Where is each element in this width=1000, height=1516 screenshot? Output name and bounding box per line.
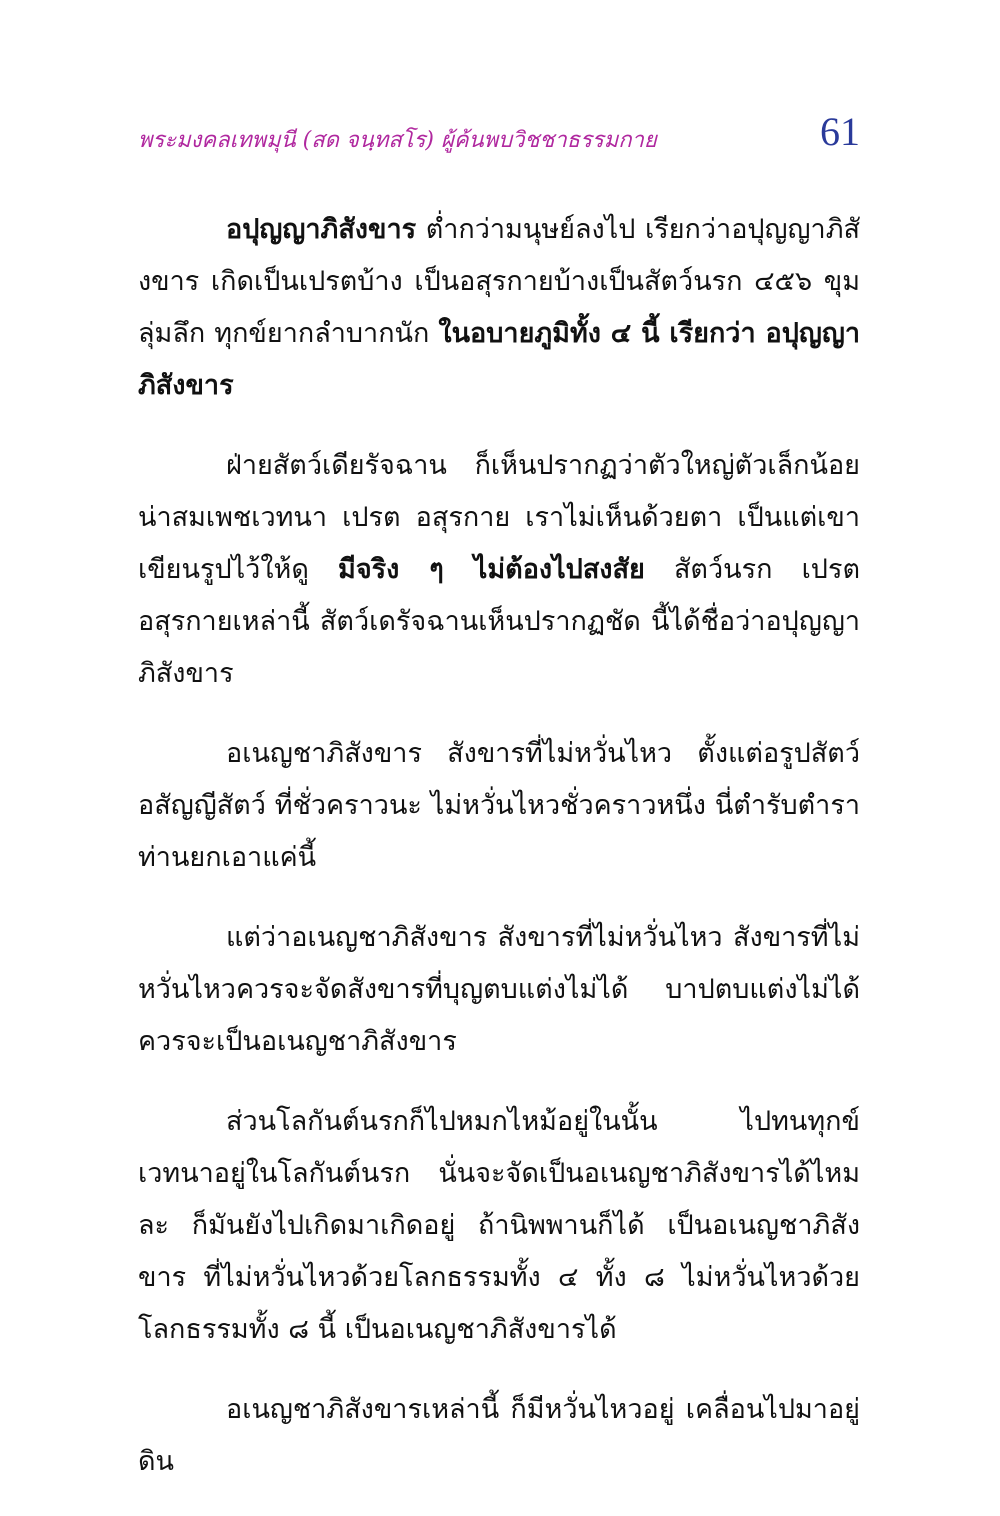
paragraph-3: อเนญชาภิสังขาร สังขารที่ไม่หวั่นไหว ตั้งแต่อรูปสัตว์ อสัญญีสัตว์ ที่ชั่วคราวนะ ไม่หวั่นไหวชั่วคราวหนึ่ง นี่ตำรับตำรา ท่านยกเอาแค่นี้	[138, 738, 860, 873]
running-header	[138, 109, 860, 160]
paragraph-2-text-b: สัตว์นรก เปรต อสุรกายเหล่านี้ สัตว์เดรัจฉานเห็นปรากฏชัด นี้ได้ชื่อว่าอปุญญาภิสังขาร	[138, 554, 860, 689]
paragraph-5: ส่วนโลกันต์นรกก็ไปหมกไหม้อยู่ในนั้น ไปทนทุกข์เวทนาอยู่ในโลกันต์นรก นั่นจะจัดเป็นอเนญชาภิสังขารได้ไหมละ ก็มันยังไปเกิดมาเกิดอยู่ ถ้านิพพานก็ได้ เป็นอเนญชาภิสังขาร ที่ไม่หวั่นไหวด้วยโลกธรรมทั้ง ๔ ทั้ง ๘ ไม่หวั่นไหวด้วยโลกธรรมทั้ง ๘ นี้ เป็นอเนญชาภิสังขารได้	[138, 1106, 860, 1345]
paragraph-6: อเนญชาภิสังขารเหล่านี้ ก็มีหวั่นไหวอยู่ เคลื่อนไปมาอยู่ ดิน	[138, 1394, 860, 1477]
page-number: 61	[820, 109, 860, 154]
paragraph-1-bold: ในอบายภูมิทั้ง ๔ นี้ เรียกว่า อปุญญาภิสังขาร	[138, 318, 861, 401]
paragraph-2	[138, 440, 860, 700]
paragraph-1	[138, 204, 860, 412]
term-apunya: อปุญญาภิสังขาร	[226, 214, 417, 245]
paragraph-2-bold: มีจริง ๆ ไม่ต้องไปสงสัย	[338, 554, 645, 585]
header-title: พระมงคลเทพมุนี (สด จนฺทสโร) ผู้ค้นพบวิชชาธรรมกาย	[138, 128, 657, 153]
body-text	[138, 204, 860, 1516]
paragraph-4: แต่ว่าอเนญชาภิสังขาร สังขารที่ไม่หวั่นไหว สังขารที่ไม่หวั่นไหวควรจะจัดสังขารที่บุญตบแต่งไม่ได้ บาปตบแต่งไม่ได้ ควรจะเป็นอเนญชาภิสังขาร	[138, 922, 860, 1057]
paragraph-2-text-a: ฝ่ายสัตว์เดียรัจฉาน ก็เห็นปรากฏว่าตัวใหญ่ตัวเล็กน้อยน่าสมเพชเวทนา เปรต อสุรกาย เราไม่เห็นด้วยตา เป็นแต่เขาเขียนรูปไว้ให้ดู	[138, 450, 860, 585]
paragraph-1-text: ต่ำกว่ามนุษย์ลงไป เรียกว่าอปุญญาภิสังขาร เกิดเป็นเปรตบ้าง เป็นอสุรกายบ้างเป็นสัตว์นรก ๔๕๖ ขุม ลุ่มลึก ทุกข์ยากลำบากนัก	[138, 214, 860, 349]
